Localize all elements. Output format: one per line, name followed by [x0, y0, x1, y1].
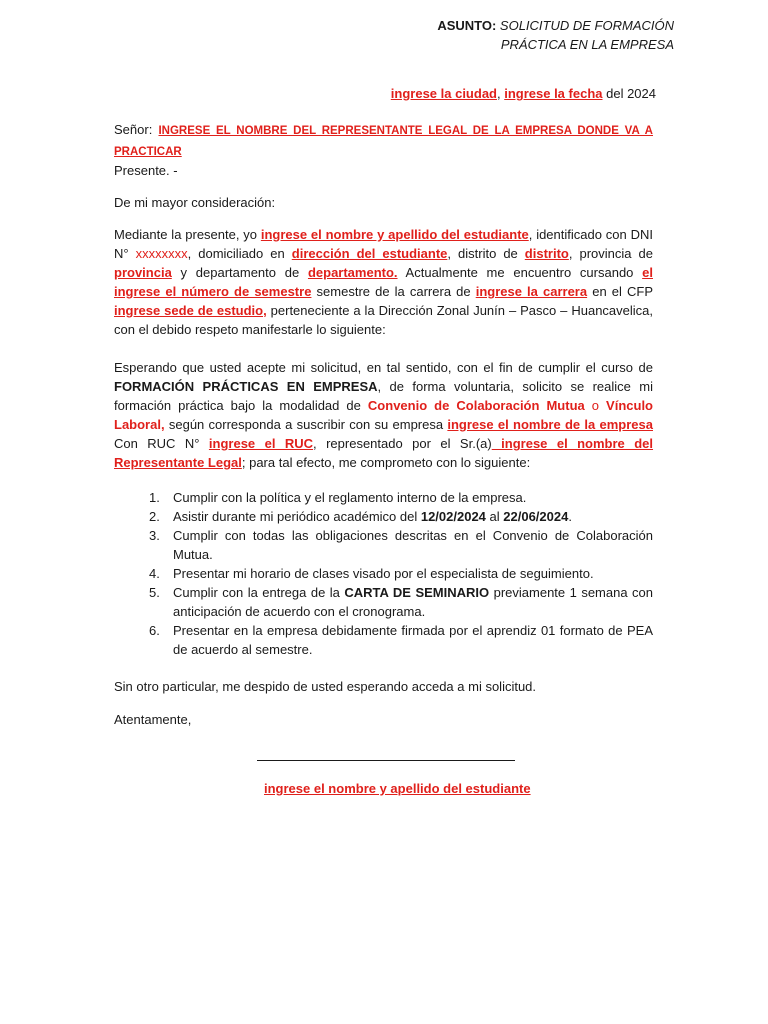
representative-placeholder: ingrese el nombre del Representante Legal	[114, 436, 654, 470]
p1-text-4: , distrito de	[447, 246, 525, 261]
city-placeholder: ingrese la ciudad	[390, 86, 497, 101]
closing-text: Sin otro particular, me despido de usted esperando acceda a mi solicitud.	[114, 679, 537, 694]
list-number: 3.	[149, 528, 160, 543]
date-line	[391, 84, 656, 103]
year-text: del 2024	[602, 86, 656, 101]
presente-text: Presente. -	[114, 163, 178, 178]
list-text: Presentar mi horario de clases visado por el especialista de seguimiento.	[173, 566, 594, 581]
subject-line-2: PRÁCTICA EN LA EMPRESA	[500, 37, 674, 52]
consideration-text: De mi mayor consideración:	[114, 195, 276, 210]
p1-text-6: y departamento de	[171, 265, 308, 280]
subject-label: ASUNTO:	[437, 18, 497, 33]
address-placeholder: dirección del estudiante	[291, 246, 448, 261]
list-text: Presentar en la empresa debidamente firmada por el aprendiz 01 formato de PEA de acuerdo al semestre.	[173, 623, 653, 657]
site-placeholder: ingrese sede de estudio,	[114, 303, 267, 318]
p1-text-1: Mediante la presente, yo	[114, 227, 261, 242]
date-placeholder: ingrese la fecha	[504, 86, 603, 101]
recipient-label: Señor:	[114, 122, 159, 137]
list-text: al	[485, 509, 504, 524]
list-number: 4.	[149, 566, 160, 581]
list-text: Asistir durante mi periódico académico del	[173, 509, 421, 524]
list-text: Cumplir con la política y el reglamento interno de la empresa.	[173, 490, 527, 505]
list-item	[146, 526, 653, 564]
list-number: 6.	[149, 623, 160, 638]
list-number: 1.	[149, 490, 160, 505]
p2-text-3: según corresponda a suscribir con su empresa	[164, 417, 448, 432]
modality-2: Vínculo Laboral,	[114, 398, 653, 432]
department-placeholder: departamento.	[307, 265, 398, 280]
modality-1: Convenio de Colaboración Mutua	[367, 398, 585, 413]
p1-text-10: perteneciente a la Dirección Zonal Junín – Pasco – Huancavelica, con el debido respeto manifestarle lo siguiente:	[114, 303, 654, 337]
student-name-placeholder: ingrese el nombre y apellido del estudiante	[260, 227, 529, 242]
subject-line-1: SOLICITUD DE FORMACIÓN	[499, 18, 674, 33]
list-item	[146, 621, 653, 659]
date-separator: ,	[496, 86, 505, 101]
p1-text-9: en el CFP	[587, 284, 653, 299]
p2-text-5: , representado por el Sr.(a)	[313, 436, 492, 451]
commitments-list	[146, 488, 653, 659]
recipient-name-placeholder: INGRESE EL NOMBRE DEL REPRESENTANTE LEGAL DE LA EMPRESA DONDE VA A PRACTICAR	[114, 125, 653, 158]
p1-text-5: , provincia de	[568, 246, 653, 261]
list-item	[146, 507, 653, 526]
signature-name-placeholder: ingrese el nombre y apellido del estudiante	[264, 781, 531, 796]
course-name: FORMACIÓN PRÁCTICAS EN EMPRESA	[114, 379, 378, 394]
list-text: Cumplir con la entrega de la	[173, 585, 345, 600]
p2-text-4: Con RUC N°	[114, 436, 209, 451]
list-text: previamente 1 semana con anticipación de acuerdo con el cronograma.	[173, 585, 654, 619]
recipient-line	[114, 120, 653, 162]
p2-text-6: ; para tal efecto, me comprometo con lo siguiente:	[241, 455, 531, 470]
semester-placeholder: el ingrese el número de semestre	[114, 265, 653, 299]
dni-placeholder: xxxxxxxx	[135, 246, 188, 261]
p2-text-1: Esperando que usted acepte mi solicitud, en tal sentido, con el fin de cumplir el curso de	[114, 360, 653, 375]
list-item	[146, 583, 653, 621]
ruc-placeholder: ingrese el RUC	[208, 436, 314, 451]
list-text: Cumplir con todas las obligaciones descritas en el Convenio de Colaboración Mutua.	[173, 528, 653, 562]
subject-block	[437, 16, 674, 54]
start-date: 12/02/2024	[420, 509, 486, 524]
district-placeholder: distrito	[524, 246, 569, 261]
p1-text-7: Actualmente me encuentro cursando	[397, 265, 643, 280]
list-item	[146, 488, 653, 507]
p2-text-2: , de forma voluntaria, solicito se realice mi formación práctica bajo la modalidad de	[114, 379, 653, 413]
list-number: 2.	[149, 509, 160, 524]
province-placeholder: provincia	[114, 265, 172, 280]
career-placeholder: ingrese la carrera	[475, 284, 588, 299]
end-date: 22/06/2024	[503, 509, 569, 524]
list-text: .	[568, 509, 572, 524]
regards-text: Atentamente,	[114, 712, 192, 727]
modality-or: o	[584, 398, 607, 413]
signature-line	[257, 760, 515, 761]
paragraph-1	[114, 225, 653, 339]
company-placeholder: ingrese el nombre de la empresa	[447, 417, 653, 432]
p1-text-3: , domiciliado en	[187, 246, 292, 261]
list-item	[146, 564, 653, 583]
p1-text-2: , identificado con DNI N°	[114, 227, 653, 261]
p1-text-8: semestre de la carrera de	[311, 284, 476, 299]
list-number: 5.	[149, 585, 160, 600]
seminar-letter: CARTA DE SEMINARIO	[344, 585, 490, 600]
paragraph-2	[114, 358, 653, 472]
